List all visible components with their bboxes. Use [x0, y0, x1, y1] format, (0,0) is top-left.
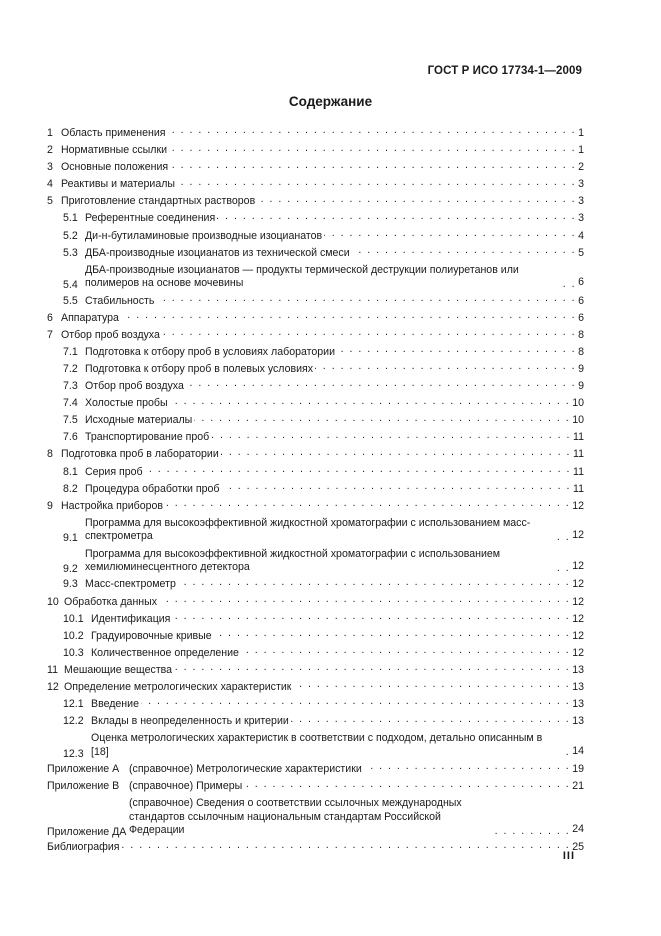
toc-entry-title: ДБА-производные изоцианатов — продукты термической деструкции полиуретанов или полимеров на основе мочевины — [85, 263, 519, 290]
toc-entry-number: 8 — [47, 448, 53, 461]
toc-entry[interactable] — [47, 696, 584, 713]
toc-entry-title: Программа для высокоэффективной жидкостной хроматографии с использованием хемилюминесцентного детектора — [85, 547, 501, 573]
toc-entry-number: 7.5 — [63, 414, 78, 427]
toc-entry-title: Масс-спектрометр — [85, 578, 176, 591]
toc-entry-title: Оценка метрологических характеристик в соответствии с подходом, детально описанным в [18] — [91, 732, 543, 758]
toc-entry[interactable] — [47, 142, 584, 159]
toc-entry[interactable] — [47, 795, 584, 839]
toc-entry-title: Градуировочные кривые — [91, 629, 212, 642]
toc-entry-page: 25 — [572, 841, 584, 854]
toc-entry[interactable] — [47, 662, 584, 679]
toc-entry-title: Серия проб — [85, 465, 143, 478]
toc-entry-page: 8 — [578, 345, 584, 358]
toc-dot-leader — [257, 194, 576, 205]
toc-entry-page: 13 — [572, 680, 584, 693]
toc-entry-number: 1 — [47, 127, 53, 139]
toc-entry[interactable] — [47, 713, 584, 730]
toc-entry-title: Стабильность — [85, 294, 155, 307]
toc-entry-page: 14 — [572, 744, 584, 757]
toc-entry[interactable] — [47, 293, 584, 310]
toc-dot-leader — [174, 662, 570, 673]
toc-entry-page: 19 — [572, 763, 584, 776]
toc-entry-page: 9 — [578, 362, 584, 375]
toc-entry-page: 13 — [572, 663, 584, 676]
toc-dot-leader — [170, 160, 576, 171]
toc-dot-leader — [169, 143, 576, 154]
table-of-contents — [47, 125, 584, 857]
toc-entry[interactable] — [47, 645, 584, 662]
toc-entry[interactable] — [47, 576, 584, 593]
toc-entry-number: 5.4 — [63, 279, 78, 292]
toc-dot-leader — [214, 628, 571, 639]
toc-dot-leader — [121, 840, 570, 851]
toc-entry[interactable] — [47, 262, 584, 293]
toc-entry-title: Ди-н-бутиламиновые производные изоцианатов — [85, 229, 323, 242]
toc-entry-title: Отбор проб воздуха — [61, 328, 160, 341]
toc-entry-number: 10.1 — [63, 612, 84, 625]
toc-entry-page: 3 — [578, 178, 584, 191]
toc-entry-number: 5.3 — [63, 246, 78, 259]
toc-entry-title: ДБА-производные изоцианатов из технической смеси — [85, 246, 350, 259]
toc-entry[interactable] — [47, 778, 584, 795]
toc-entry-title: Транспортирование проб — [85, 431, 210, 444]
toc-entry-number: 8.2 — [63, 482, 78, 495]
toc-entry-page: 6 — [578, 294, 584, 307]
toc-dot-leader — [178, 577, 570, 588]
toc-entry-page: 12 — [572, 612, 584, 625]
toc-entry[interactable] — [47, 344, 584, 361]
toc-entry-title: Область применения — [61, 127, 166, 139]
toc-entry[interactable] — [47, 839, 584, 856]
toc-entry-title: Обработка данных — [64, 595, 158, 608]
toc-dot-leader — [165, 498, 570, 509]
toc-dot-leader — [186, 378, 576, 389]
toc-dot-leader — [241, 645, 570, 656]
toc-dot-leader — [315, 361, 576, 372]
toc-dot-leader — [167, 125, 576, 136]
toc-dot-leader — [293, 679, 570, 690]
toc-entry-page: 11 — [573, 465, 584, 478]
toc-entry-title: Настройка приборов — [61, 499, 164, 512]
toc-entry-title: Нормативные ссылки — [61, 144, 168, 157]
toc-dot-leader — [337, 344, 576, 355]
toc-entry[interactable] — [47, 159, 584, 176]
toc-entry-title: (справочное) Примеры — [129, 780, 243, 793]
toc-entry[interactable] — [47, 515, 584, 546]
document-code-header: ГОСТ Р ИСО 17734-1—2009 — [427, 65, 582, 77]
toc-entry-number: 7.2 — [63, 362, 78, 375]
toc-entry-page: 3 — [578, 195, 584, 208]
toc-entry-title: Библиография — [47, 841, 120, 854]
toc-dot-leader — [324, 228, 576, 239]
toc-entry-title: Аппаратура — [61, 311, 119, 324]
toc-entry-number: 7.6 — [63, 431, 78, 444]
toc-entry-page: 12 — [572, 499, 584, 512]
toc-entry-page: 12 — [572, 629, 584, 642]
toc-entry-number: Приложение А — [47, 763, 120, 776]
toc-entry[interactable] — [47, 679, 584, 696]
toc-entry[interactable] — [47, 193, 584, 210]
toc-entry-number: 4 — [47, 178, 53, 191]
toc-entry[interactable] — [47, 228, 584, 245]
toc-dot-leader — [145, 464, 571, 475]
toc-entry-page: 5 — [578, 246, 584, 259]
toc-entry-title: Определение метрологических характеристик — [64, 680, 292, 693]
toc-entry-title: (справочное) Сведения о соответствии ссылочных международных стандартов ссылочным национальным стандартам Российской Федерации — [129, 797, 462, 837]
toc-entry-number: 11 — [47, 663, 58, 676]
toc-entry[interactable] — [47, 446, 584, 463]
toc-entry-page: 10 — [572, 414, 584, 427]
toc-entry-number: 6 — [47, 311, 53, 324]
toc-entry-page: 13 — [572, 698, 584, 711]
toc-dot-leader — [222, 481, 572, 492]
toc-entry[interactable] — [47, 378, 584, 395]
toc-dot-leader — [141, 696, 570, 707]
toc-entry-number: Приложение В — [47, 780, 120, 793]
toc-entry[interactable] — [47, 546, 584, 577]
toc-entry-number: 9 — [47, 499, 53, 512]
toc-entry-page: 8 — [578, 328, 584, 341]
toc-dot-leader — [121, 310, 576, 321]
toc-entry-number: 2 — [47, 144, 53, 157]
toc-entry[interactable] — [47, 412, 584, 429]
toc-entry-number: 10 — [47, 595, 59, 608]
toc-dot-leader — [170, 396, 571, 407]
toc-entry-page: 4 — [578, 229, 584, 242]
toc-entry[interactable] — [47, 481, 584, 498]
toc-entry-title: Холостые пробы — [85, 397, 168, 410]
toc-dot-leader — [217, 211, 576, 222]
toc-entry-number: 10.2 — [63, 629, 84, 642]
toc-entry-title: Реактивы и материалы — [61, 178, 176, 191]
toc-entry[interactable] — [47, 327, 584, 344]
toc-dot-leader — [244, 779, 570, 790]
toc-entry-number: 7.1 — [63, 345, 78, 358]
toc-dot-leader — [172, 611, 570, 622]
page-number: III — [562, 850, 575, 862]
toc-entry[interactable] — [47, 176, 584, 193]
toc-entry-page: 2 — [578, 161, 584, 174]
toc-entry[interactable] — [47, 361, 584, 378]
toc-entry-page: 6 — [578, 311, 584, 324]
toc-entry-page: 12 — [572, 560, 584, 572]
toc-entry-page: 1 — [578, 127, 584, 139]
toc-entry-number: Приложение ДА — [47, 826, 127, 839]
toc-entry-title: Референтные соединения — [85, 212, 216, 225]
toc-entry-title: Приготовление стандартных растворов — [61, 195, 256, 208]
toc-entry[interactable] — [47, 210, 584, 227]
toc-dot-leader — [364, 761, 570, 772]
toc-entry-number: 12.2 — [63, 715, 84, 728]
toc-dot-leader — [291, 714, 570, 725]
toc-entry-page: 1 — [578, 144, 584, 157]
toc-entry[interactable] — [47, 310, 584, 327]
toc-dot-leader — [159, 594, 570, 605]
toc-entry-number: 7 — [47, 328, 53, 341]
toc-entry[interactable] — [47, 730, 584, 761]
toc-entry-page: 6 — [578, 276, 584, 289]
toc-entry[interactable] — [47, 761, 584, 778]
toc-entry-title: Мешающие вещества — [64, 663, 173, 676]
toc-entry[interactable] — [47, 245, 584, 262]
toc-entry-title: Количественное определение — [91, 646, 239, 659]
toc-entry-page: 11 — [573, 431, 584, 444]
toc-entry-page: 3 — [578, 212, 584, 225]
toc-entry[interactable] — [47, 594, 584, 611]
toc-entry-number: 12.3 — [63, 747, 84, 760]
toc-entry-number: 10.3 — [63, 646, 84, 659]
toc-entry-title: Подготовка проб в лаборатории — [61, 448, 219, 461]
toc-entry-page: 9 — [578, 380, 584, 393]
toc-entry-number: 5.2 — [63, 229, 78, 242]
toc-dot-leader — [557, 563, 570, 574]
toc-entry-title: Основные положения — [61, 161, 169, 174]
toc-entry-number: 5.5 — [63, 294, 78, 307]
toc-entry[interactable] — [47, 498, 584, 515]
toc-dot-leader — [156, 293, 576, 304]
toc-dot-leader — [162, 327, 576, 338]
toc-entry-title: Подготовка к отбору проб в условиях лаборатории — [85, 345, 335, 358]
toc-dot-leader — [221, 447, 571, 458]
toc-dot-leader — [560, 747, 570, 758]
toc-entry-title: Введение — [91, 698, 139, 711]
toc-entry-title: Отбор проб воздуха — [85, 380, 184, 393]
toc-dot-leader — [177, 177, 576, 188]
toc-entry[interactable] — [47, 125, 584, 142]
toc-entry-page: 13 — [572, 715, 584, 728]
toc-title: Содержание — [288, 94, 373, 109]
toc-entry-title: Идентификация — [91, 612, 171, 625]
toc-entry-title: Подготовка к отбору проб в полевых условиях — [85, 362, 314, 375]
toc-entry-page: 11 — [573, 448, 584, 461]
toc-entry-page: 12 — [572, 646, 584, 659]
toc-entry-number: 12 — [47, 680, 59, 693]
toc-entry-number: 9.3 — [63, 578, 78, 591]
toc-entry-page: 11 — [573, 482, 584, 495]
toc-entry-page: 21 — [572, 780, 584, 793]
toc-dot-leader — [491, 826, 570, 837]
toc-entry-title: Процедура обработки проб — [85, 482, 220, 495]
toc-entry-title: Программа для высокоэффективной жидкостной хроматографии с использованием масс-спектрометра — [85, 516, 531, 543]
toc-dot-leader — [557, 279, 576, 290]
toc-entry-title: Вклады в неопределенность и критерии — [91, 715, 289, 728]
toc-entry-number: 9.2 — [63, 563, 78, 575]
toc-entry-number: 5 — [47, 195, 53, 208]
toc-entry-number: 8.1 — [63, 465, 78, 478]
toc-entry-page: 10 — [572, 397, 584, 410]
toc-entry[interactable] — [47, 464, 584, 481]
toc-entry-title: Исходные материалы — [85, 414, 193, 427]
toc-entry[interactable] — [47, 429, 584, 446]
toc-entry[interactable] — [47, 628, 584, 645]
toc-entry-number: 12.1 — [63, 698, 84, 711]
toc-entry-title: (справочное) Метрологические характеристики — [129, 763, 362, 776]
toc-entry-number: 7.3 — [63, 380, 78, 393]
toc-dot-leader — [557, 532, 570, 543]
toc-dot-leader — [194, 413, 570, 424]
toc-entry-number: 7.4 — [63, 397, 78, 410]
toc-entry-page: 12 — [572, 578, 584, 591]
toc-entry-page: 24 — [572, 823, 584, 836]
toc-dot-leader — [211, 430, 571, 441]
toc-entry[interactable] — [47, 395, 584, 412]
toc-entry-number: 9.1 — [63, 532, 78, 545]
toc-entry-number: 5.1 — [63, 212, 78, 225]
toc-entry-page: 12 — [572, 595, 584, 608]
toc-entry-number: 3 — [47, 161, 53, 174]
toc-entry-page: 12 — [572, 529, 584, 542]
toc-entry[interactable] — [47, 611, 584, 628]
toc-dot-leader — [352, 245, 576, 256]
